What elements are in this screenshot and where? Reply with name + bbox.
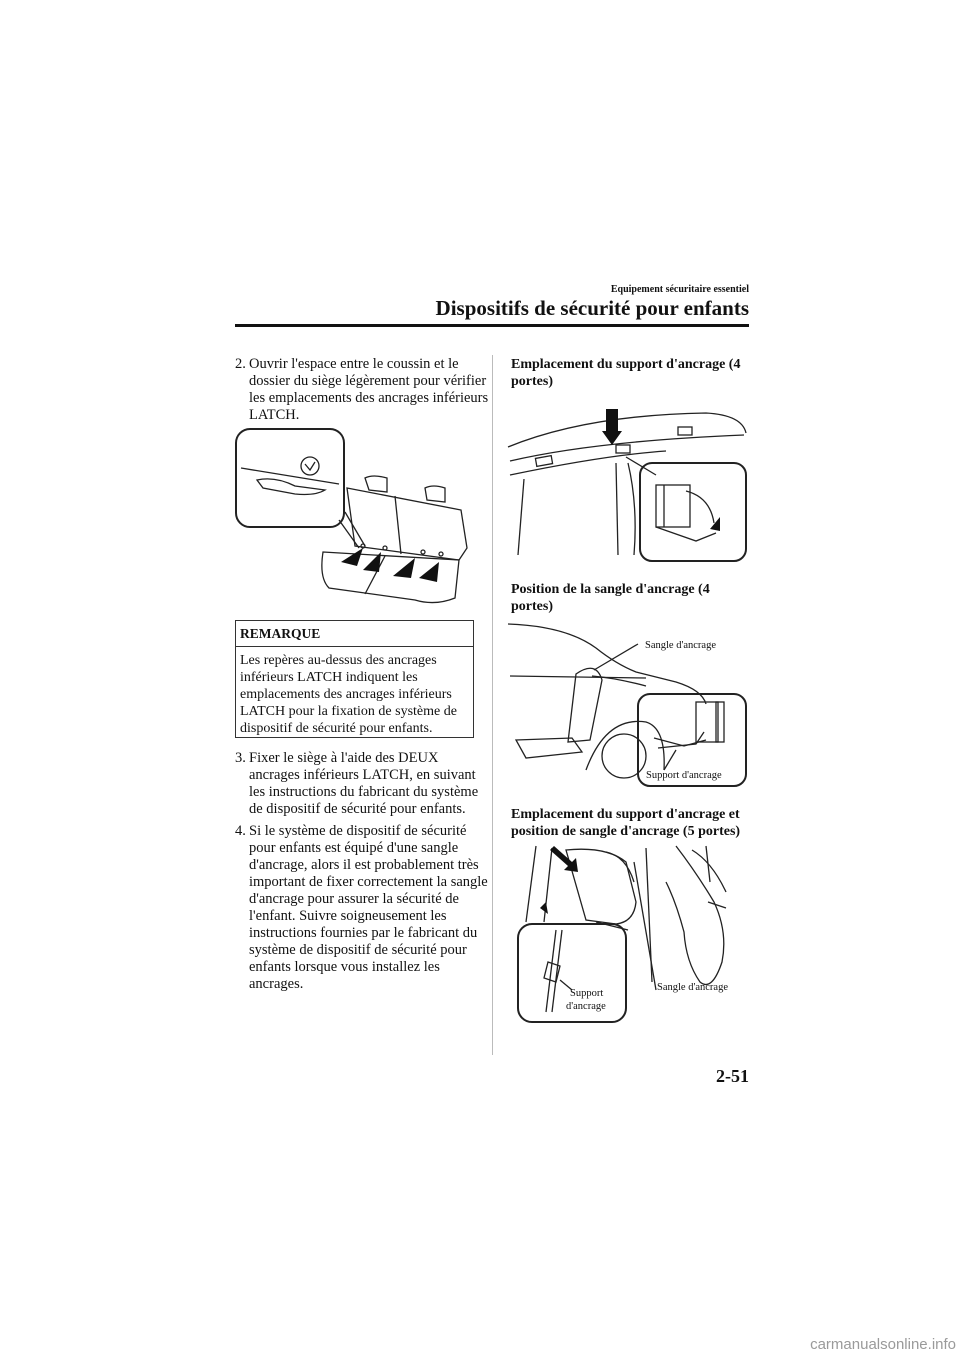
section-kicker: Equipement sécuritaire essentiel [610,284,749,295]
figure-3-caption: Emplacement du support d'ancrage et position de sangle d'ancrage (5 portes) [511,807,741,839]
page-title: Dispositifs de sécurité pour enfants [435,296,749,320]
support-label-fig2: Support d'ancrage [646,770,722,781]
step-2-text: Ouvrir l'espace entre le coussin et le dossier du siège légèrement pour vérifier les emplacements des ancrages inférieurs LATCH. [249,356,489,423]
support-label-fig3-line2: d'ancrage [566,1001,606,1012]
latch-seat-illustration [235,428,475,608]
strap-label-fig2: Sangle d'ancrage [645,640,716,651]
site-watermark[interactable]: carmanualsonline.info [810,1336,956,1353]
step-4-text: Si le système de dispositif de sécurité pour enfants est équipé d'une sangle d'ancrage, alors il est probablement très important de fixer correctement la sangle d'ancrage pour assurer la sécurité de l'enfant. Suivre soigneusement les instructions fournies par le fabricant du système de dispositif de sécurité pour enfants lorsque vous installez les ancrages. [249,823,488,992]
note-body: Les repères au-dessus des ancrages inférieurs LATCH indiquent les emplacements des ancrages inférieurs LATCH pour la fixation de système de dispositif de sécurité pour enfants. [240,653,457,736]
step-3: 3. Fixer le siège à l'aide des DEUX ancrages inférieurs LATCH, en suivant les instructions du fabricant du système de dispositif de sécurité pour enfants. [235,750,479,817]
header-rule [235,324,749,327]
figure-2-caption: Position de la sangle d'ancrage (4 portes) [511,582,710,614]
anchor-support-4door-illustration [506,405,751,565]
note-heading: REMARQUE [236,621,473,647]
step-3-text: Fixer le siège à l'aide des DEUX ancrages inférieurs LATCH, en suivant les instructions du fabricant du système de dispositif de sécurité pour enfants. [249,750,479,817]
strap-label-fig3: Sangle d'ancrage [657,982,728,993]
note-box [235,620,474,738]
support-label-fig3-line1: Support [570,988,604,999]
step-4: 4. Si le système de dispositif de sécurité pour enfants est équipé d'une sangle d'ancrage, alors il est probablement très important de fixer correctement la sangle d'ancrage pour assurer la sécurité de l'enfant. Suivre soigneusement les instructions fournies par le fabricant du système de dispositif de sécurité pour enfants lorsque vous installez les ancrages. [235,823,488,992]
step-2: 2. Ouvrir l'espace entre le coussin et le dossier du siège légèrement pour vérifier les emplacements des ancrages inférieurs LATCH. [235,356,489,423]
figure-1-caption: Emplacement du support d'ancrage (4 portes) [511,357,741,389]
page-number: 2-51 [716,1066,749,1086]
anchor-5door-illustration [516,842,746,1024]
column-divider [492,355,493,1055]
